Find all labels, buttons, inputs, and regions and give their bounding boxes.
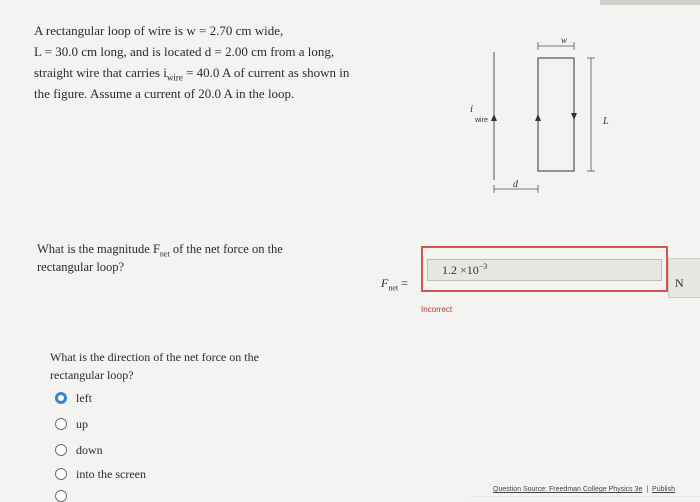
problem-statement	[34, 20, 374, 104]
rectangular-loop	[538, 58, 574, 171]
divider	[470, 496, 700, 497]
unit-label: N	[675, 276, 684, 290]
radio-button[interactable]	[55, 418, 67, 430]
option-left[interactable]: left	[55, 389, 92, 407]
wire-current-arrow	[491, 114, 497, 121]
radio-button[interactable]	[55, 468, 67, 480]
i-wire-sub: wire	[475, 117, 488, 124]
loop-current-up-arrow	[535, 114, 541, 121]
option-down[interactable]: down	[55, 441, 103, 459]
option-up[interactable]: up	[55, 415, 88, 433]
question-2-prompt: What is the direction of the net force on the rectangular loop?	[50, 350, 259, 382]
w-label: w	[561, 35, 568, 45]
radio-button[interactable]	[55, 444, 67, 456]
d-label: d	[513, 179, 518, 190]
radio-button[interactable]	[55, 490, 67, 502]
problem-line-1: A rectangular loop of wire is w = 2.70 cm wide,	[34, 23, 284, 38]
wire-loop-figure	[430, 30, 609, 200]
loop-current-down-arrow	[571, 113, 577, 120]
problem-line-3: straight wire that carries $i_{wire} = 40.0$ A of current as shown in	[34, 65, 350, 83]
option-into-the-screen[interactable]: into the screen	[55, 465, 146, 483]
top-progress-bar	[600, 0, 700, 5]
radio-button-selected[interactable]	[55, 392, 67, 404]
fnet-field-label: $F_{net}$ =	[381, 276, 408, 293]
fnet-answer-input[interactable]: $1.2 \times 10^{-3}$	[427, 259, 662, 281]
answer-box-incorrect	[421, 246, 668, 292]
incorrect-status-label: Incorrect	[421, 305, 453, 314]
question-source: Question Source: Freedman College Physics 3e | Publish	[493, 486, 675, 493]
unit-box	[668, 258, 700, 298]
option-cut-off[interactable]	[55, 490, 76, 498]
problem-line-2: L = 30.0 cm long, and is located d = 2.00 cm from a long,	[34, 44, 335, 59]
problem-line-4: the figure. Assume a current of 20.0 A in the loop.	[34, 86, 295, 101]
i-wire-label: i	[470, 103, 474, 115]
L-label: L	[603, 116, 609, 127]
question-1-prompt: What is the magnitude $F_{net}$ of the net force on the rectangular loop?	[37, 242, 283, 274]
